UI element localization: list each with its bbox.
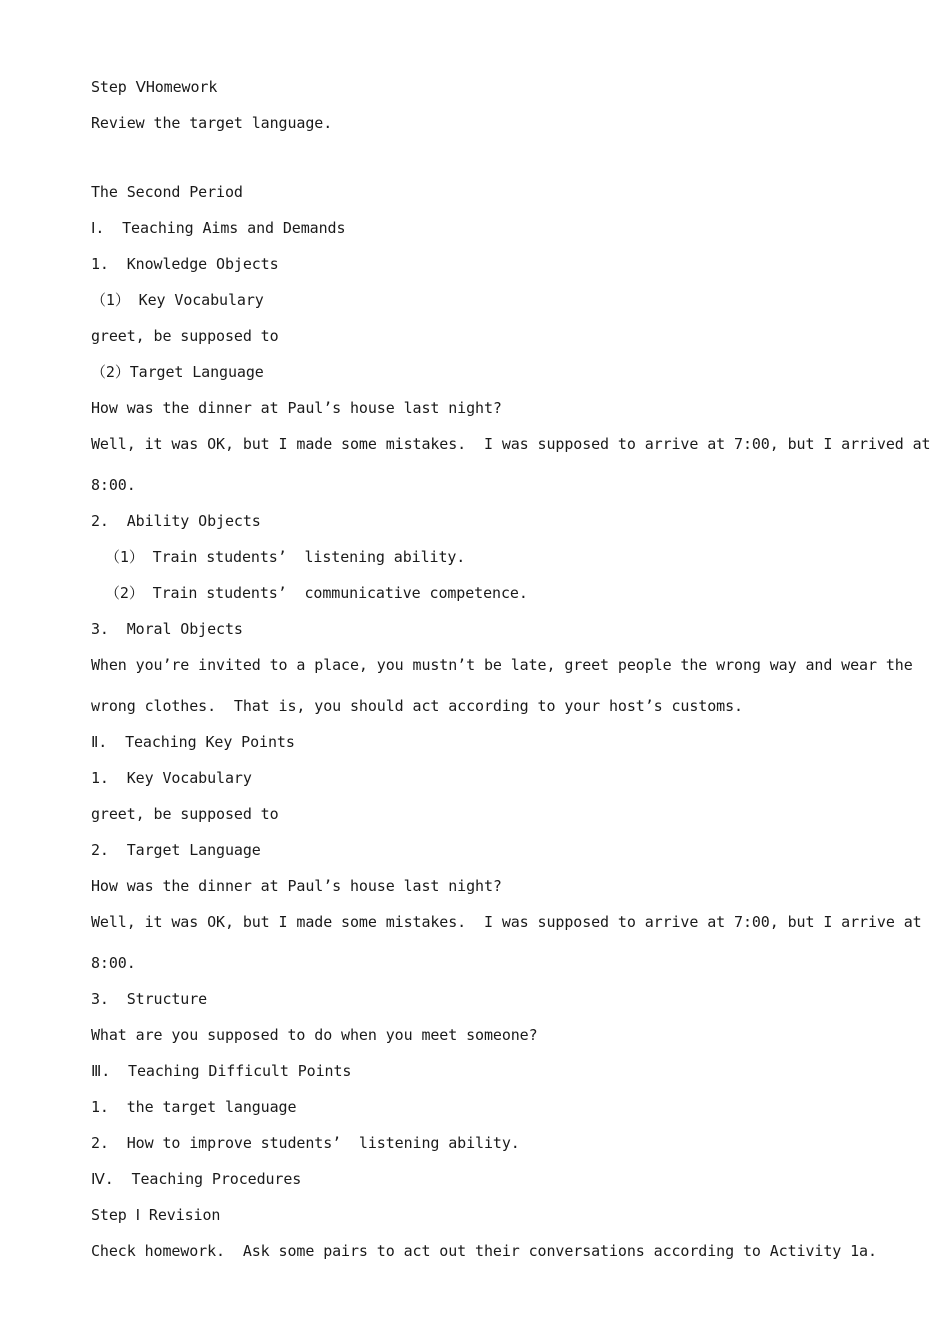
subsection-heading: 2. Ability Objects — [91, 512, 261, 530]
sub-item: （2）Target Language — [91, 363, 264, 381]
paragraph: When you’re invited to a place, you mustn’t be late, greet people the wrong way and wear the — [91, 656, 913, 674]
list-item: 2. How to improve students’ listening ability. — [91, 1134, 520, 1152]
paragraph: greet, be supposed to — [91, 327, 279, 345]
paragraph: Well, it was OK, but I made some mistakes. I was supposed to arrive at 7:00, but I arrive at — [91, 913, 922, 931]
paragraph: wrong clothes. That is, you should act according to your host’s customs. — [91, 697, 743, 715]
sub-item: （2） Train students’ communicative competence. — [105, 584, 528, 602]
step-heading: Step Ⅰ Revision — [91, 1206, 221, 1224]
paragraph: Check homework. Ask some pairs to act out their conversations according to Activity 1a. — [91, 1242, 877, 1260]
subsection-heading: 1. Key Vocabulary — [91, 769, 252, 787]
sub-item: （1） Train students’ listening ability. — [105, 548, 466, 566]
paragraph: Well, it was OK, but I made some mistakes. I was supposed to arrive at 7:00, but I arrived at — [91, 435, 931, 453]
section-heading: Ⅳ. Teaching Procedures — [91, 1170, 302, 1188]
paragraph: How was the dinner at Paul’s house last night? — [91, 399, 502, 417]
paragraph: 8:00. — [91, 476, 136, 494]
paragraph: Review the target language. — [91, 114, 333, 132]
subsection-heading: 3. Structure — [91, 990, 208, 1008]
list-item: 1. the target language — [91, 1098, 297, 1116]
section-heading: Ⅲ. Teaching Difficult Points — [91, 1062, 352, 1080]
subsection-heading: 1. Knowledge Objects — [91, 255, 279, 273]
sub-item: （1） Key Vocabulary — [91, 291, 264, 309]
paragraph: What are you supposed to do when you meet someone? — [91, 1026, 538, 1044]
period-title: The Second Period — [91, 183, 243, 201]
section-heading: Ⅱ. Teaching Key Points — [91, 733, 295, 751]
step-heading: Step ⅤHomework — [91, 78, 218, 96]
subsection-heading: 2. Target Language — [91, 841, 261, 859]
paragraph: How was the dinner at Paul’s house last night? — [91, 877, 502, 895]
subsection-heading: 3. Moral Objects — [91, 620, 243, 638]
section-heading: Ⅰ. Teaching Aims and Demands — [91, 219, 346, 237]
paragraph: 8:00. — [91, 954, 136, 972]
paragraph: greet, be supposed to — [91, 805, 279, 823]
document-page — [91, 76, 931, 1276]
